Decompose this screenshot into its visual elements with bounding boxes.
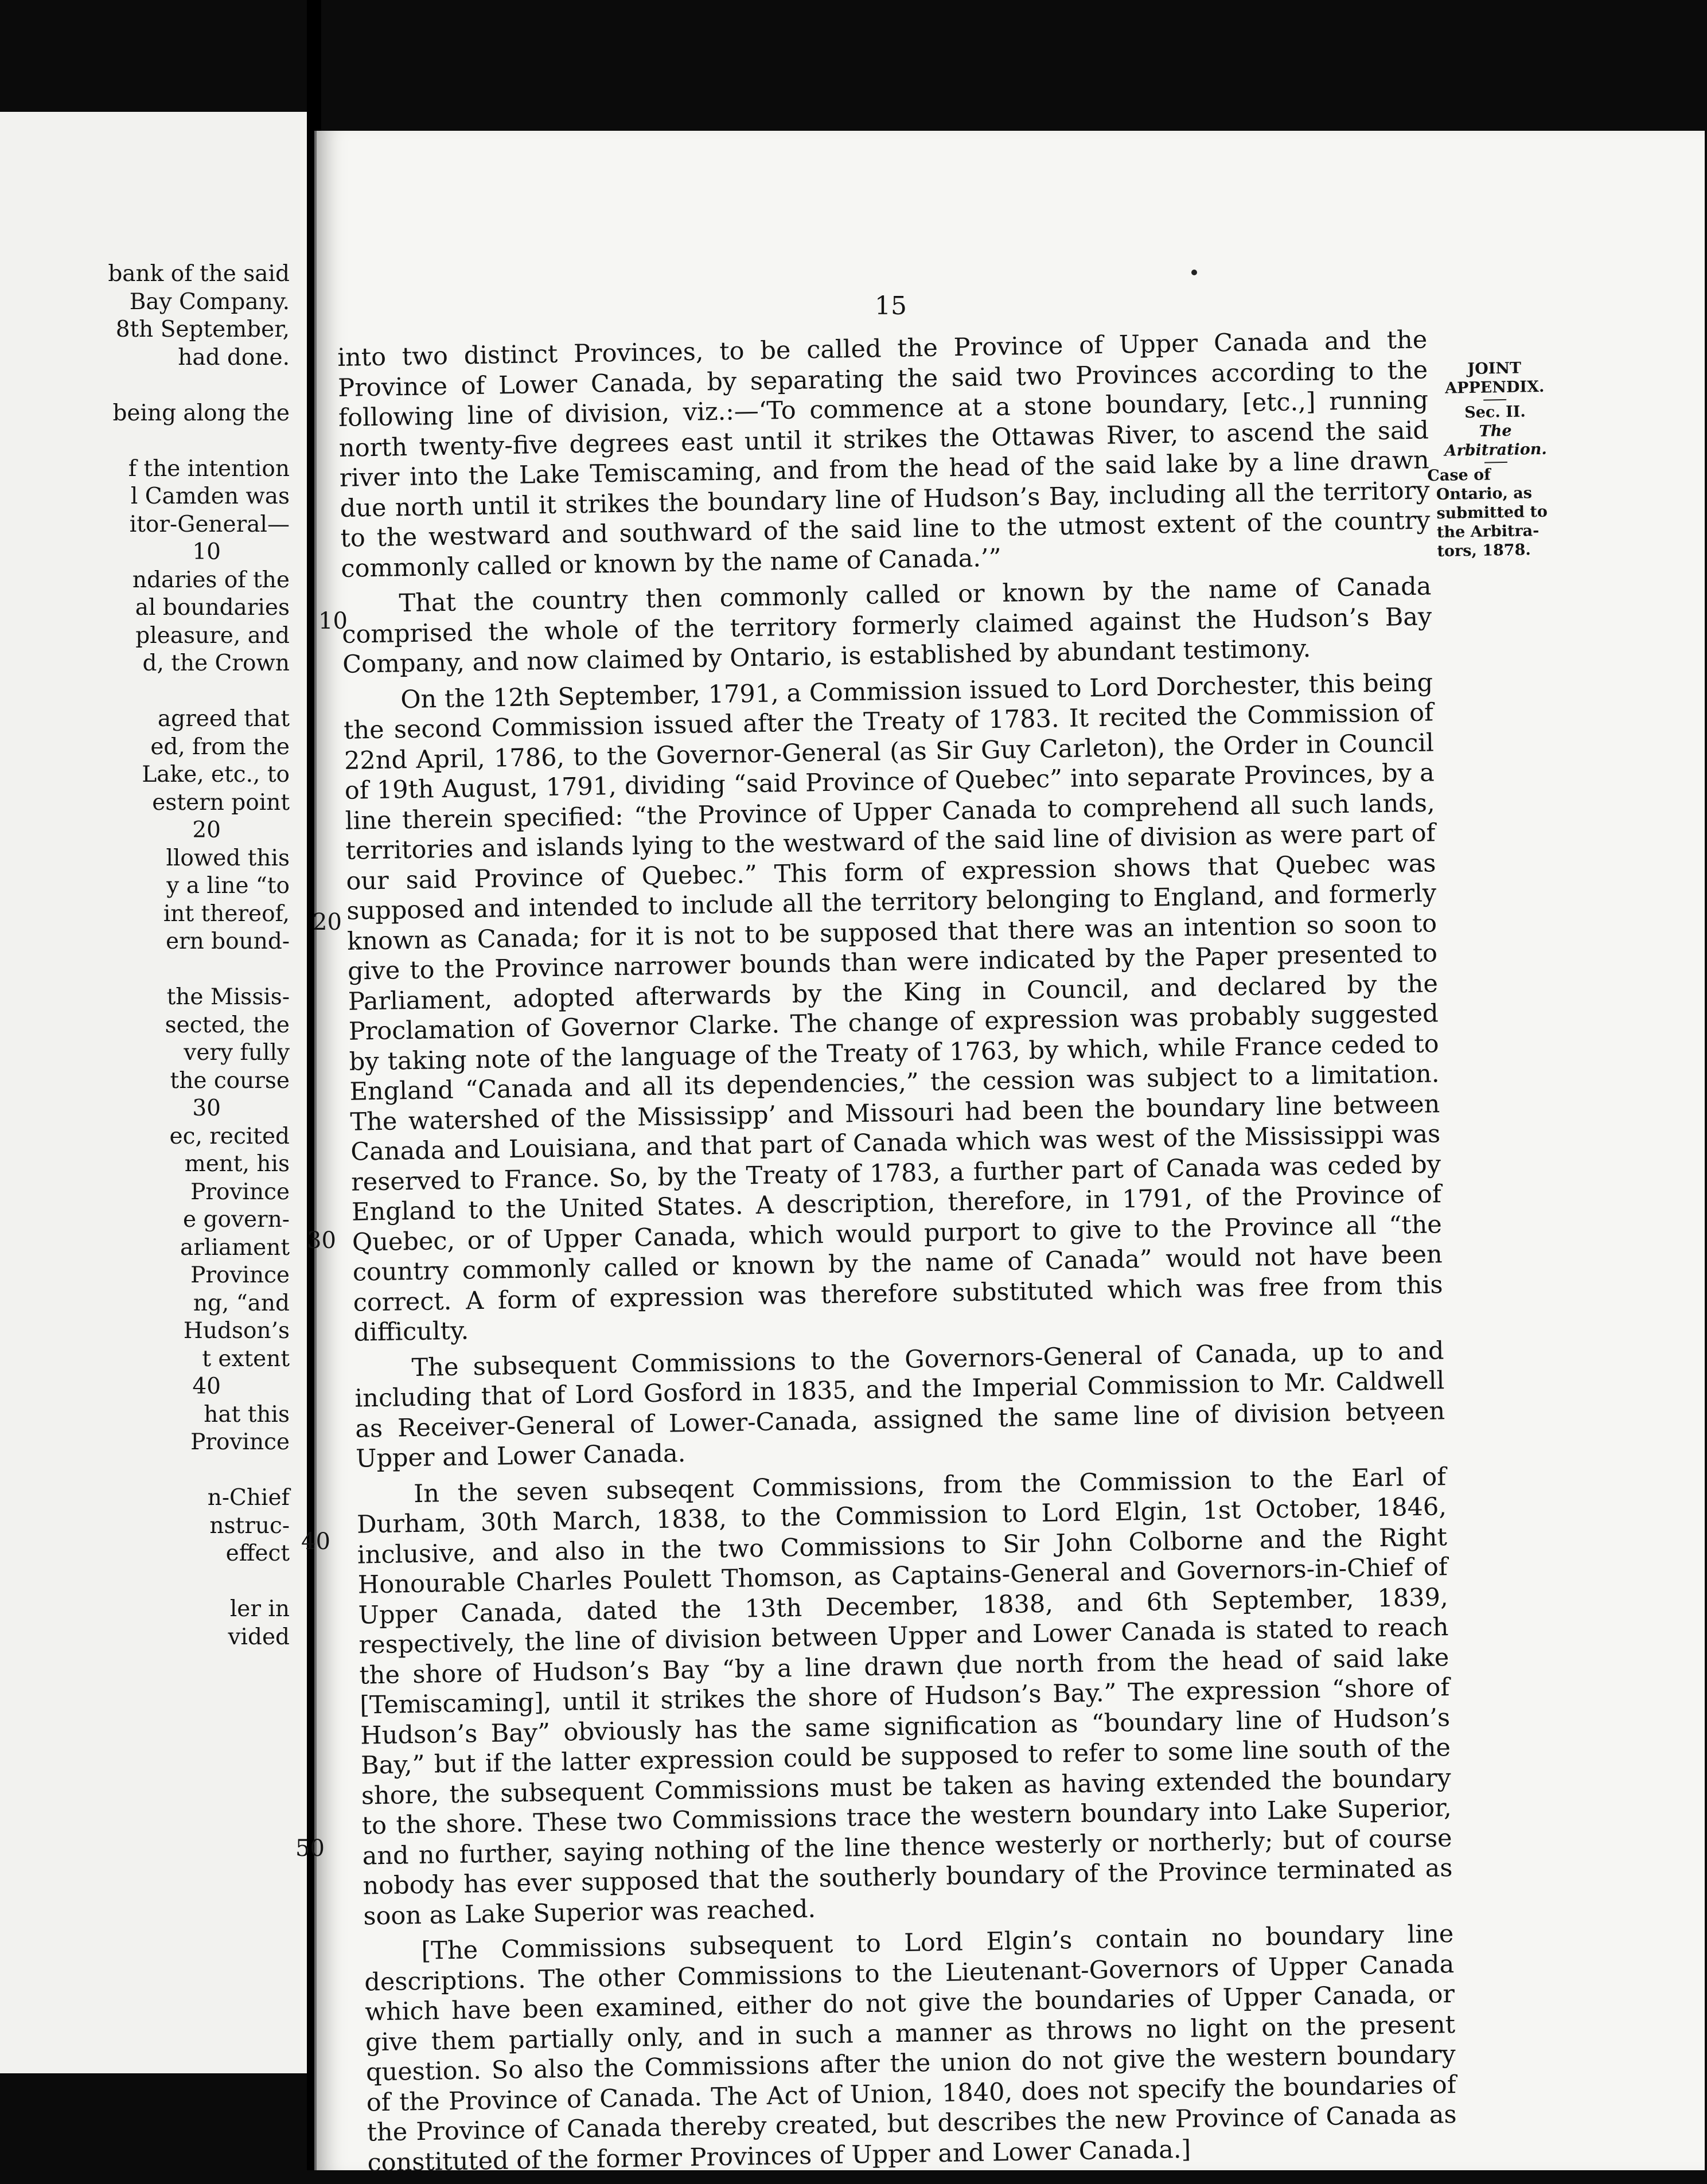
left-page-line: itor-General— <box>129 511 290 537</box>
margin-rule-2 <box>1484 462 1507 463</box>
line-number-40: 40 <box>301 1528 330 1555</box>
left-page-line: vided <box>228 1624 290 1650</box>
margin-case-3: submitted to <box>1436 502 1548 522</box>
left-page-line: being along the <box>112 400 290 426</box>
left-page-line: 30 <box>192 1095 221 1121</box>
left-page-line: the Missis- <box>166 984 290 1010</box>
line-number-30: 30 <box>307 1227 336 1254</box>
left-page-line: n-Chief <box>207 1485 290 1511</box>
line-number-20: 20 <box>313 909 342 935</box>
left-page-line: ng, “and <box>193 1290 290 1316</box>
left-page-line: pleasure, and <box>135 622 290 649</box>
paragraph-2: That the country then commonly called or known by the name of Canada comprised the whole of the territory formerly claimed against the Hudson’s Bay Company, and now claimed by Ontario, is established by abundant testimony. <box>342 572 1432 679</box>
margin-sec: Sec. II. <box>1464 403 1526 422</box>
ink-dot <box>1191 270 1197 275</box>
margin-the: The <box>1479 422 1512 440</box>
left-page-line: 10 <box>192 539 221 565</box>
left-page-line: Province <box>190 1429 290 1455</box>
left-page-line: sected, the <box>165 1012 290 1038</box>
left-page-line: Province <box>190 1262 290 1288</box>
left-page-line: Hudson’s <box>183 1318 290 1344</box>
line-number-10: 10 <box>318 608 348 634</box>
left-page-line: f the intention <box>128 455 290 482</box>
margin-case-5: tors, 1878. <box>1437 541 1531 560</box>
left-page-line: ec, recited <box>169 1123 290 1149</box>
margin-rule <box>1483 399 1506 401</box>
left-page-line: 40 <box>192 1374 221 1399</box>
page-number: 15 <box>875 291 907 321</box>
body-text <box>337 325 1457 2183</box>
left-page-line: Lake, etc., to <box>142 762 290 787</box>
left-page-line: agreed that <box>157 706 290 732</box>
paragraph-6: [The Commissions subsequent to Lord Elgin’s contain no boundary line descriptions. The other Commissions to the Lieutenant-Governors of Upper Canada which have been examined, either do not give the boundaries of Upper Canada, or give them partially only, and in such a manner as throws no light on the present question. So also the Commissions after the union do not give the western boundary of the Province of Canada. The Act of Union, 1840, does not specify the boundaries of the Province of Canada thereby created, but describes the new Province of Canada as constituted of the former Provinces of Upper and Lower Canada.] <box>364 1920 1457 2178</box>
margin-note <box>1427 358 1558 561</box>
left-page-line: l Camden was <box>130 483 290 509</box>
left-page-line: nstruc- <box>209 1512 290 1539</box>
left-page-line: ndaries of the <box>132 567 290 593</box>
left-page-line: estern point <box>152 789 290 816</box>
paragraph-1: into two distinct Provinces, to be called the Province of Upper Canada and the Province of Lower Canada, by separating the said two Provinces according to the following line of division, viz.:—‘To commence at a stone boundary, [etc.,] running north twenty-five degrees east until it strikes the Ottawas River, to ascend the said river into the Lake Temiscaming, and from the head of the said lake by a line drawn due north until it strikes the boundary line of Hudson’s Bay, including all the territory to the westward and southward of the said line to the utmost extent of the country commonly called or known by the name of Canada.’” <box>337 325 1431 583</box>
line-number-50: 50 <box>295 1835 325 1862</box>
left-page-line: ment, his <box>184 1151 290 1177</box>
left-page-line: hat this <box>204 1401 290 1428</box>
left-page-line: arliament <box>180 1234 290 1261</box>
left-page-line: al boundaries <box>135 595 290 621</box>
margin-case-2: Ontario, as <box>1436 484 1533 504</box>
left-page-line: bank of the said <box>108 261 290 287</box>
paragraph-5: In the seven subseqent Commissions, from the Commission to the Earl of Durham, 30th March, 1838, to the Commission to Lord Elgin, 1st October, 1846, inclusive, and also in the two Commissions to Sir John Colborne and the Right Honourable Charles Poulett Thomson, as Captains-General and Governors-in-Chief of Upper Canada, dated the 13th December, 1838, and 6th September, 1839, respectively, the line of division between Upper and Lower Canada is stated to reach the shore of Hudson’s Bay “by a line drawn ḍue north from the head of said lake [Temiscaming], until it strikes the shore of Hudson’s Bay.” The expression “shore of Hudson’s Bay” obviously has the same signification as “boundary line of Hudson’s Bay,” but if the latter expression could be supposed to refer to some line south of the shore, the subsequent Commissions must be taken as having extended the boundary to the shore. These two Commissions trace the western boundary into Lake Superior, and no further, saying nothing of the line thence westerly or northerly; but of course nobody has ever supposed that the southerly boundary of the Province terminated as soon as Lake Superior was reached. <box>356 1462 1453 1931</box>
left-page-line: had done. <box>178 344 290 370</box>
margin-case-1: Case of <box>1427 466 1491 485</box>
margin-arbitration: Arbitration. <box>1444 440 1547 460</box>
left-page-line: int thereof, <box>163 900 290 927</box>
left-page-line: ed, from the <box>150 734 290 760</box>
left-page-line: e govern- <box>183 1207 290 1233</box>
margin-appendix: APPENDIX. <box>1444 377 1545 397</box>
margin-case-4: the Arbitra- <box>1436 522 1540 541</box>
left-page-line: ern bound- <box>165 929 290 954</box>
margin-joint: JOINT <box>1467 359 1522 379</box>
left-page-line: effect <box>225 1540 290 1566</box>
left-page-line: very fully <box>184 1040 290 1066</box>
paragraph-4: The subsequent Commissions to the Governors-General of Canada, up to and including that of Lord Gosford in 1835, and the Imperial Commission to Mr. Caldwell as Receiver-General of Lower-Canada, assigned the same line of division betṿeen Upper and Lower Canada. <box>354 1336 1445 1473</box>
left-page-line: llowed this <box>166 845 290 871</box>
left-page-line: 20 <box>192 817 221 843</box>
left-page-line: Bay Company. <box>129 288 290 315</box>
left-page-line: y a line “to <box>166 873 290 899</box>
left-page-line: t extent <box>202 1346 290 1372</box>
paragraph-3: On the 12th September, 1791, a Commission issued to Lord Dorchester, this being the second Commission issued after the Treaty of 1783. It recited the Commission of 22nd April, 1786, to the Governor-General (as Sir Guy Carleton), the Order in Council of 19th August, 1791, dividing “said Province of Quebec” into separate Provinces, by a line therein specified: “the Province of Upper Canada to comprehend all such lands, territories and islands lying to the westward of the said line of division as were part of our said Province of Quebec.” This form of expression shows that Quebec was supposed and intended to include all the territory belonging to England, and formerly known as Canada; for it is not to be supposed that there was an intention so soon to give to the Province narrower bounds than were indicated by the Paper presented to Parliament, adopted afterwards by the King in Council, and declared by the Proclamation of Governor Clarke. The change of expression was probably suggested by taking note of the language of the Treaty of 1763, by which, while France ceded to England “Canada and all its dependencies,” the cession was subject to a limitation. The watershed of the Mississipp’ and Missouri had been the boundary line between Canada and Louisiana, and that part of Canada which was west of the Mississippi was reserved to France. So, by the Treaty of 1783, a further part of Canada was ceded by England to the United States. A description, therefore, in 1791, of the Province of Quebec, or of Upper Canada, which would purport to give to the Province all “the country commonly called or known by the name of Canada” would not have been correct. A form of expression was therefore substituted which was free from this difficulty. <box>343 668 1443 1347</box>
left-page-line: 8th September, <box>115 317 290 342</box>
left-page-line: ler in <box>229 1596 290 1622</box>
left-page-line: Province <box>190 1179 290 1205</box>
left-page <box>0 112 311 2073</box>
left-page-line: d, the Crown <box>142 650 290 676</box>
left-page-line: the course <box>170 1067 290 1094</box>
